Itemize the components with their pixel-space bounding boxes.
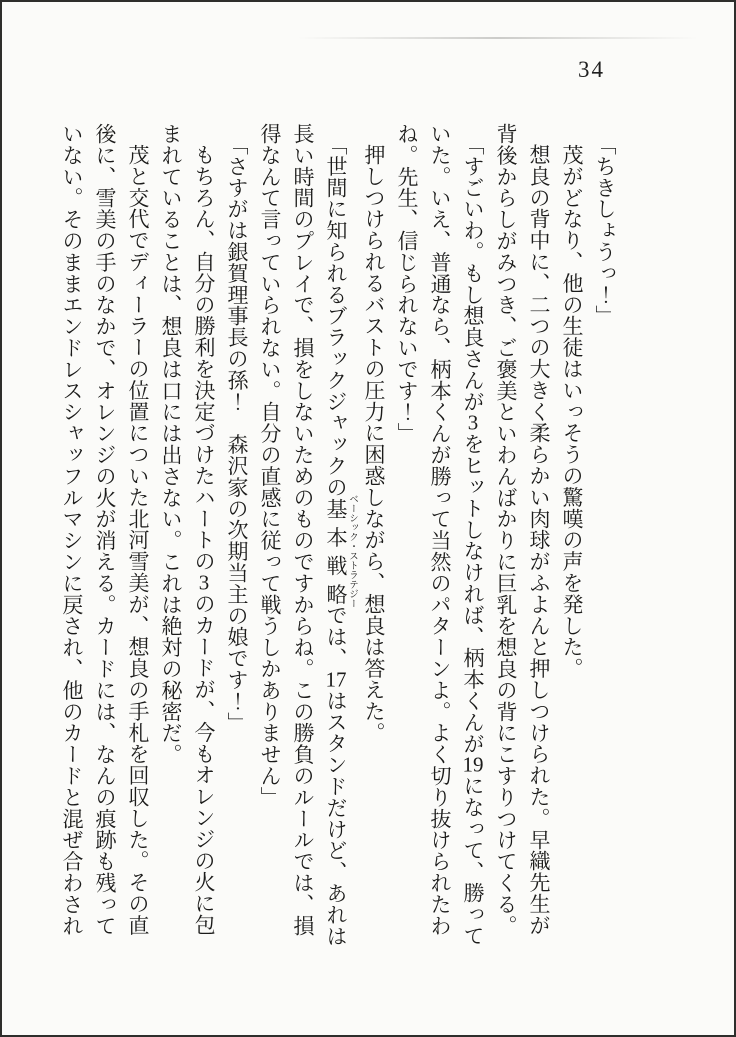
scan-artifact-line	[298, 37, 698, 39]
text-column: 押しつけられるバストの圧力に困惑しながら、想良は答えた。	[362, 144, 386, 744]
page-number: 34	[578, 57, 605, 82]
text-column: いない。そのままエンドレスシャッフルマシンに戻され、他のカードと混ぜ合わされ	[60, 123, 84, 937]
text-column: 「さすがは銀賀理事長の孫！ 森沢家の次期当主の娘です！」	[225, 133, 249, 733]
text-body	[55, 123, 621, 953]
text-column: 茂と交代でディーラーの位置についた北河雪美が、想良の手札を回収した。その直	[126, 144, 150, 937]
text-column: 長い時間のプレイで、損をしないためのものですからね。この勝負のルールでは、損	[291, 123, 315, 937]
text-column: まれていることは、想良は口には出さない。これは絶対の秘密だ。	[159, 123, 183, 765]
text-column: 得なんて言っていられない。自分の直感に従って戦うしかありません」	[258, 123, 282, 808]
text-column: もちろん、自分の勝利を決定づけたハートの3のカードが、今もオレンジの火に包	[192, 144, 216, 936]
text-column: 「ちきしょうっ！」	[593, 133, 617, 327]
text-column: 「すごいわ。もし想良さんが3をヒットしなければ、柄本くんが19になって、勝って	[461, 133, 485, 947]
text-column: 後に、雪美の手のなかで、オレンジの火が消える。カードには、なんの痕跡も残って	[93, 123, 117, 937]
text-column: 想良の背中に、二つの大きく柔らかい肉球がふよんと押しつけられた。早織先生が	[527, 144, 551, 937]
text-column: 背後からしがみつき、ご褒美といわんばかりに巨乳を想良の背にこすりつけてくる。	[494, 123, 518, 937]
text-column: ね。先生、信じられないです！」	[395, 123, 419, 444]
text-column: 茂がどなり、他の生徒はいっそうの驚嘆の声を発した。	[560, 144, 584, 680]
text-column: いた。いえ、普通なら、柄本くんが勝って当然のパターンよ。よく切り抜けられたわ	[428, 123, 452, 937]
text-column: 「世間に知られるブラックジャックの基本戦略 ベーシック・ストラテジーでは、17はスタンドだけど、あれは	[324, 133, 357, 947]
